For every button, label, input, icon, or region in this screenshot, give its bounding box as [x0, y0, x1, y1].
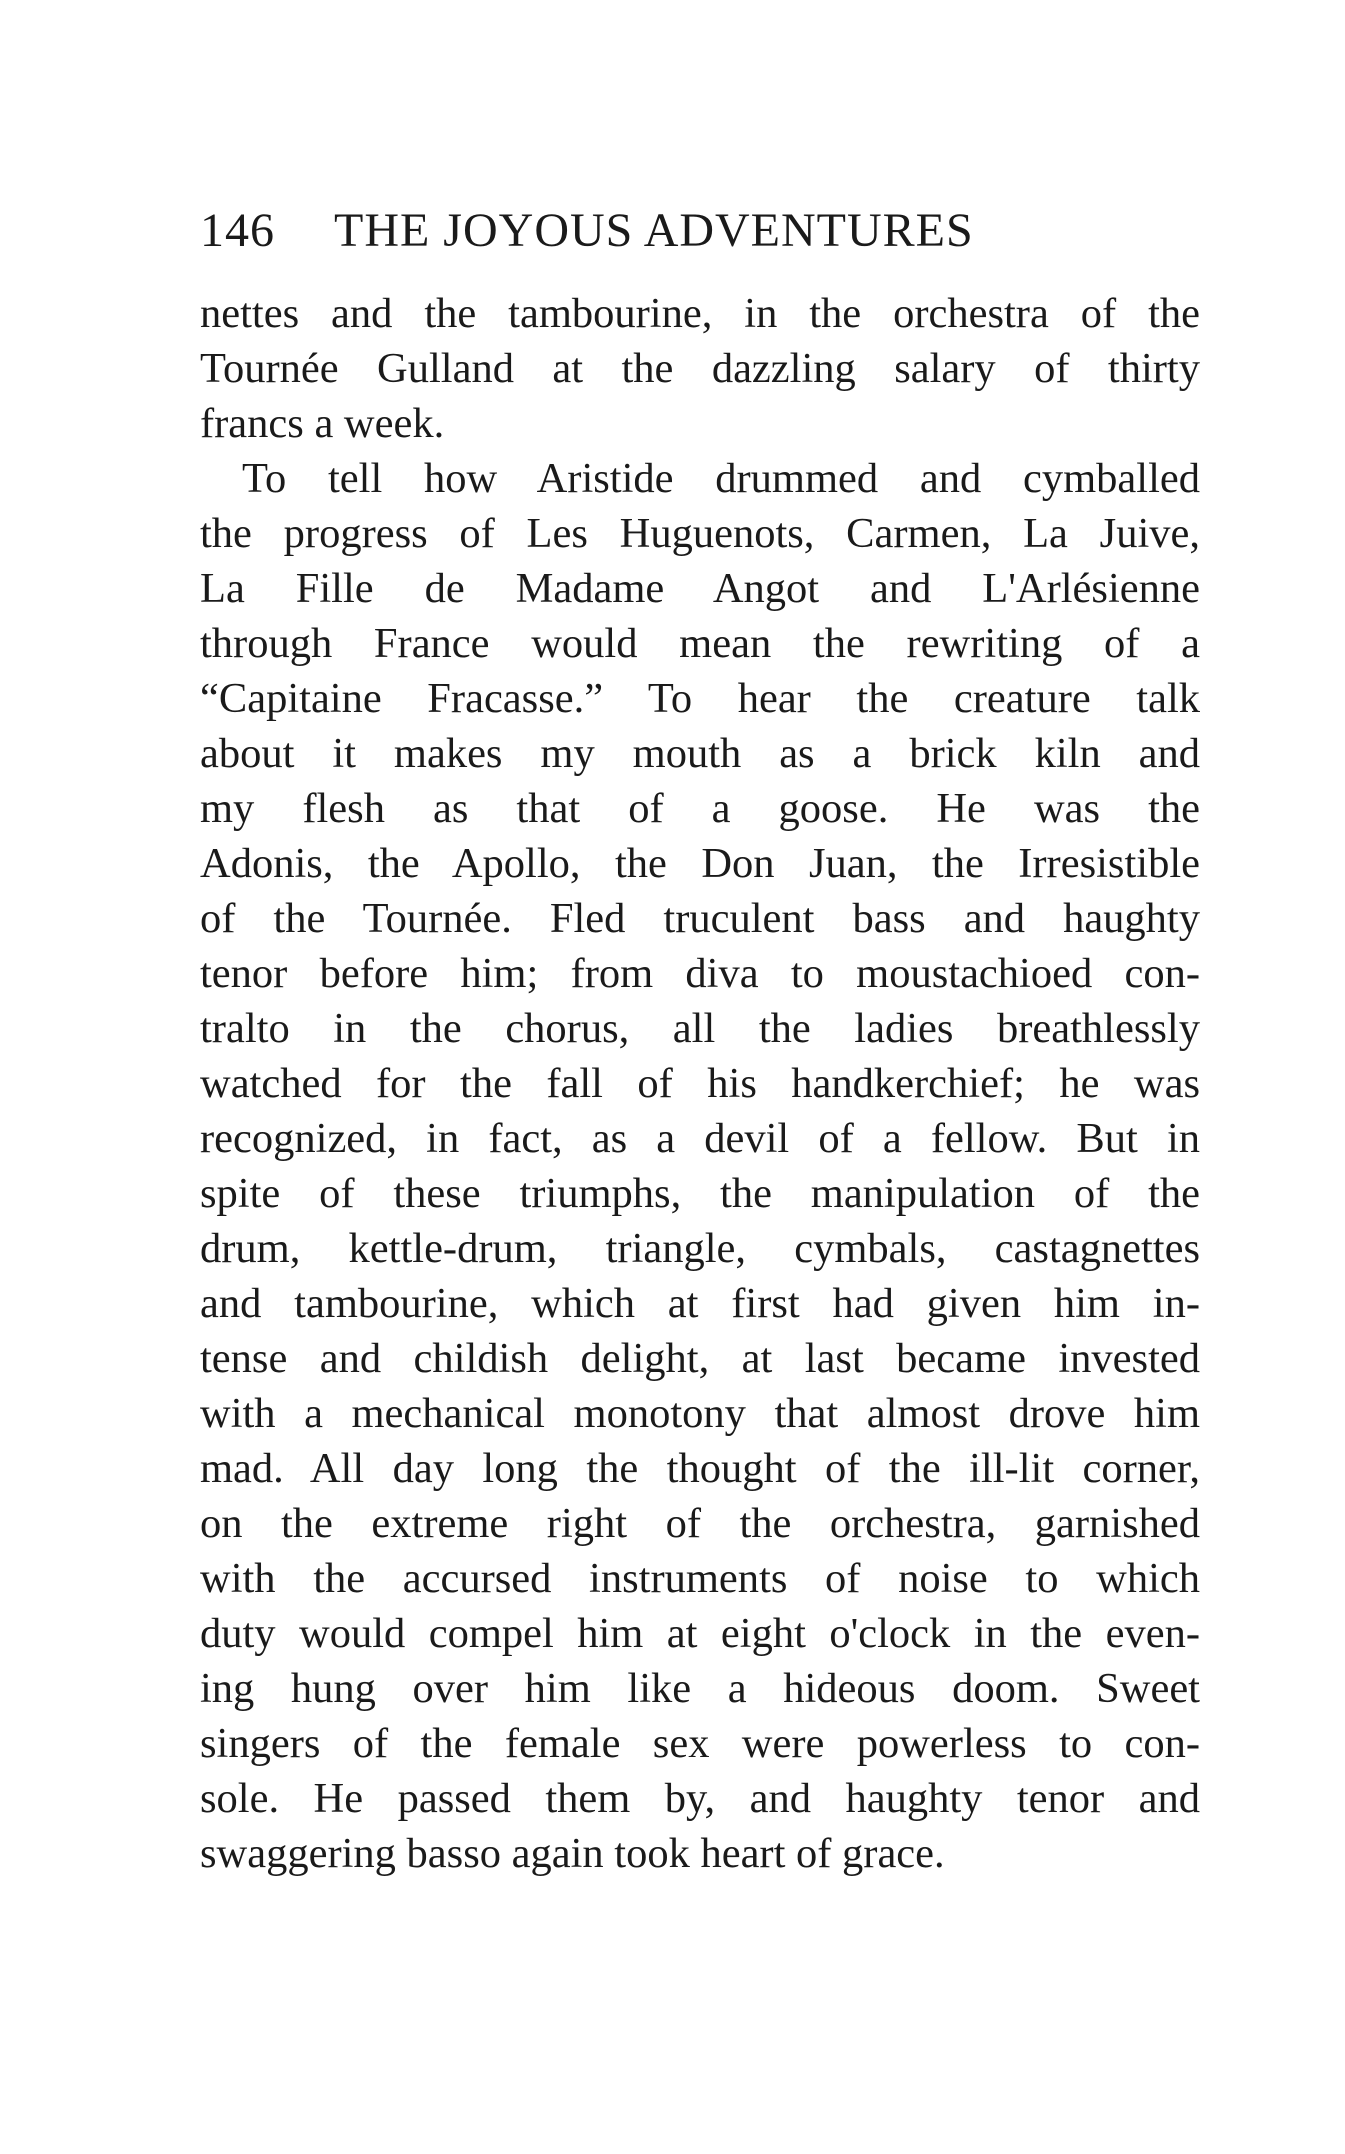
text-line: La Fille de Madame Angot and L'Arlésienne — [200, 565, 1200, 612]
text-line: the progress of Les Huguenots, Carmen, La Juive, — [200, 510, 1200, 557]
text-line: watched for the fall of his handkerchief; he was — [200, 1060, 1200, 1107]
running-title: THE JOYOUS ADVENTURES — [334, 204, 974, 257]
text-line: about it makes my mouth as a brick kiln and — [200, 730, 1200, 777]
text-line: nettes and the tambourine, in the orchestra of the — [200, 290, 1200, 337]
text-line: drum, kettle-drum, triangle, cymbals, castagnettes — [200, 1225, 1200, 1272]
text-line: francs a week. — [200, 400, 445, 447]
text-line: To tell how Aristide drummed and cymballed — [242, 455, 1200, 502]
text-line: tenor before him; from diva to moustachioed con- — [200, 950, 1200, 997]
text-line: with a mechanical monotony that almost drove him — [200, 1390, 1200, 1437]
text-line: mad. All day long the thought of the ill-lit corner, — [200, 1445, 1200, 1492]
text-line: recognized, in fact, as a devil of a fellow. But in — [200, 1115, 1200, 1162]
body-text — [200, 286, 1200, 1881]
text-line: through France would mean the rewriting of a — [200, 620, 1200, 667]
page-header — [200, 196, 1080, 266]
page-number: 146 — [200, 204, 275, 257]
text-line: and tambourine, which at first had given him in- — [200, 1280, 1200, 1327]
text-line: tralto in the chorus, all the ladies breathlessly — [200, 1005, 1200, 1052]
text-line: “Capitaine Fracasse.” To hear the creature talk — [200, 675, 1200, 722]
text-line: spite of these triumphs, the manipulation of the — [200, 1170, 1200, 1217]
text-line: ing hung over him like a hideous doom. Sweet — [200, 1665, 1200, 1712]
text-line: Adonis, the Apollo, the Don Juan, the Irresistible — [200, 840, 1200, 887]
text-line: duty would compel him at eight o'clock in the even- — [200, 1610, 1200, 1657]
text-line: on the extreme right of the orchestra, garnished — [200, 1500, 1200, 1547]
text-line: of the Tournée. Fled truculent bass and haughty — [200, 895, 1200, 942]
text-line: Tournée Gulland at the dazzling salary of thirty — [200, 345, 1200, 392]
text-line: swaggering basso again took heart of grace. — [200, 1830, 945, 1877]
text-line: tense and childish delight, at last became invested — [200, 1335, 1200, 1382]
text-line: my flesh as that of a goose. He was the — [200, 785, 1200, 832]
text-line: with the accursed instruments of noise to which — [200, 1555, 1200, 1602]
text-line: sole. He passed them by, and haughty tenor and — [200, 1775, 1200, 1822]
text-line: singers of the female sex were powerless to con- — [200, 1720, 1200, 1767]
